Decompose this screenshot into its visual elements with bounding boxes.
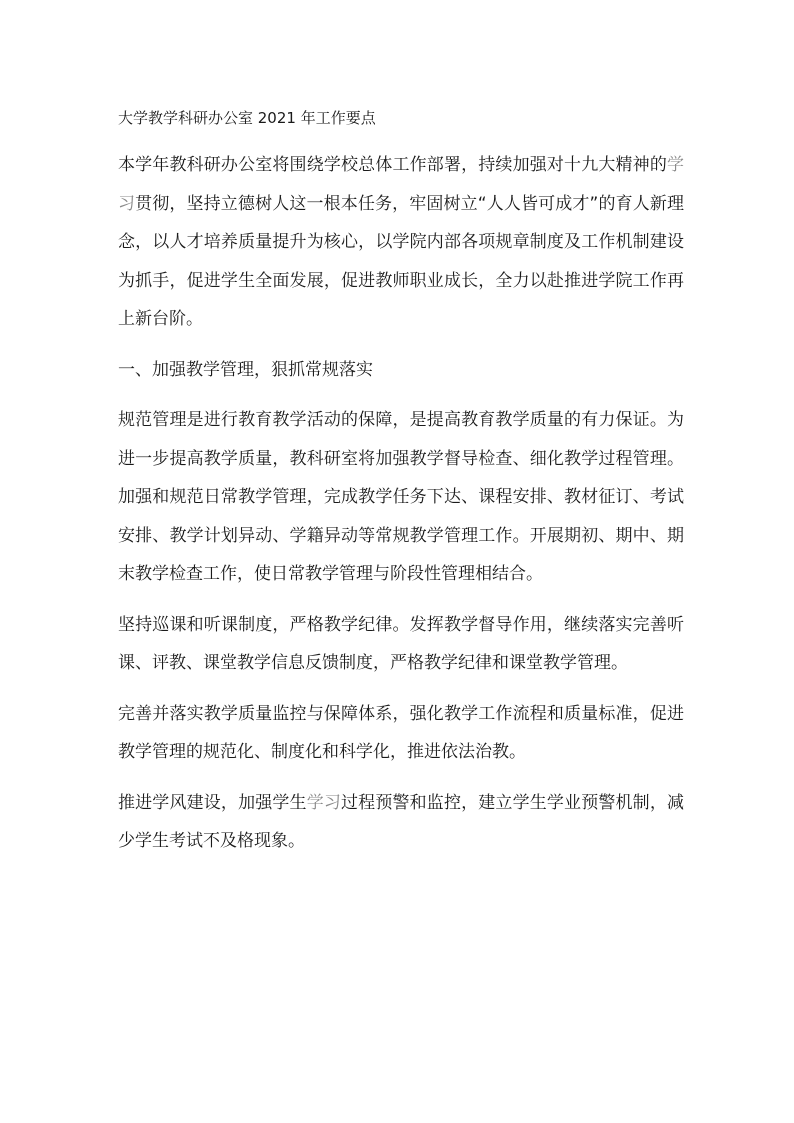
paragraph-inspection-system: 坚持巡课和听课制度，严格教学纪律。发挥教学督导作用，继续落实完善听课、评教、课堂教学信息反馈制度，严格教学纪律和课堂教学管理。 <box>118 614 684 673</box>
section-heading-1: 一、加强教学管理，狠抓常规落实 <box>118 359 373 380</box>
intro-highlight-link[interactable]: 学习 <box>118 155 684 214</box>
study-style-text-end: 过程预警和监控，建立学生学业预警机制，减少学生考试不及格现象。 <box>118 792 684 851</box>
study-style-highlight-link[interactable]: 学习 <box>306 792 342 813</box>
intro-paragraph <box>118 146 684 339</box>
study-style-text-start: 推进学风建设，加强学生 <box>118 792 307 813</box>
document-body <box>118 98 684 861</box>
paragraph-study-style <box>118 784 684 861</box>
paragraph-quality-monitoring: 完善并落实教学质量监控与保障体系，强化教学工作流程和质量标准，促进教学管理的规范化、制度化和科学化，推进依法治教。 <box>118 703 684 762</box>
paragraph-teaching-management: 规范管理是进行教育教学活动的保障，是提高教育教学质量的有力保证。为进一步提高教学质量，教科研室将加强教学督导检查、细化教学过程管理。加强和规范日常教学管理，完成教学任务下达、课程安排、教材征订、考试安排、教学计划异动、学籍异动等常规教学管理工作。开展期初、期中、期末教学检查工作，使日常教学管理与阶段性管理相结合。 <box>118 410 684 584</box>
intro-text-end: 贯彻，坚持立德树人这一根本任务，牢固树立“人人皆可成才”的育人新理念，以人才培养质量提升为核心，以学院内部各项规章制度及工作机制建设为抓手，促进学生全面发展，促进教师职业成长，全力以赴推进学院工作再上新台阶。 <box>118 193 684 329</box>
document-title: 大学教学科研办公室 2021 年工作要点 <box>118 109 376 127</box>
intro-text-start: 本学年教科研办公室将围绕学校总体工作部署，持续加强对十九大精神的 <box>118 155 667 175</box>
